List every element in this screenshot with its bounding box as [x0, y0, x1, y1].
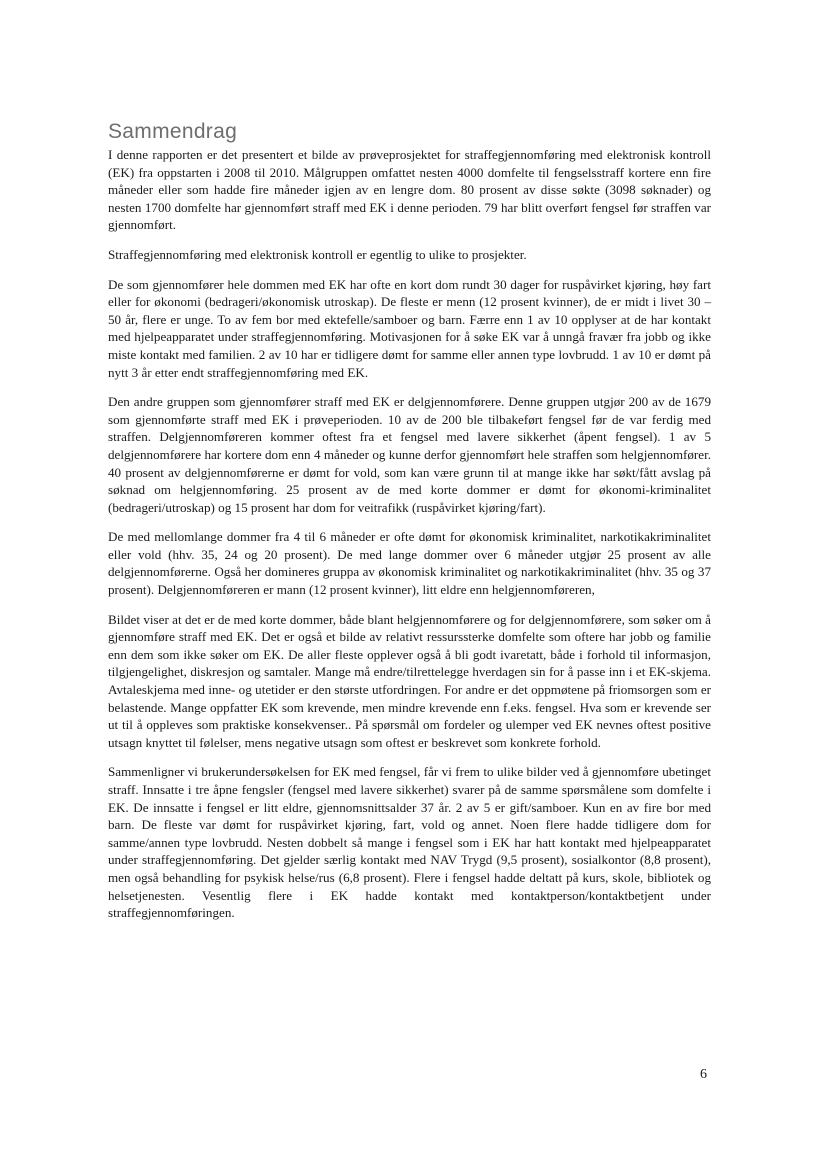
- paragraph-1: I denne rapporten er det presentert et bilde av prøveprosjektet for straffegjennomføring med elektronisk kontroll (EK) fra oppstarten i 2008 til 2010. Målgruppen omfattet nesten 4000 domfelte til fengselsstraff kortere enn fire måneder eller som hadde fire måneder igjen av en lengre dom. 80 prosent av disse søkte (3098 søknader) og nesten 1700 domfelte har gjennomført straff med EK i denne perioden. 79 har blitt overført fengsel før straffen var gjennomført.: [108, 147, 711, 233]
- paragraph-5: De med mellomlange dommer fra 4 til 6 måneder er ofte dømt for økonomisk kriminalitet, narkotikakriminalitet eller vold (hhv. 35, 24 og 20 prosent). De med lange dommer over 6 måneder utgjør 25 prosent av alle delgjennomførerne. Også her domineres gruppa av økonomisk kriminalitet og narkotikakriminalitet (hhv. 35 og 37 prosent). Delgjennomføreren er mann (12 prosent kvinner), litt eldre enn helgjennomføreren,: [108, 529, 711, 598]
- paragraph-2: Straffegjennomføring med elektronisk kontroll er egentlig to ulike to prosjekter.: [108, 246, 527, 262]
- document-body: [108, 146, 711, 934]
- paragraph-6: Bildet viser at det er de med korte dommer, både blant helgjennomførere og for delgjennomførere, som søker om å gjennomføre straff med EK. Det er også et bilde av relativt ressurssterke domfelte som oftere har jobb og familie enn dem som ikke søker om EK. De aller fleste opplever også å bli godt ivaretatt, både i forhold til informasjon, tilgjengelighet, diskresjon og samtaler. Mange må endre/tilrettelegge hverdagen sin for å passe inn i et EK-skjema. Avtaleskjema med inne- og utetider er den største utfordringen. For andre er det oppmøtene på friomsorgen som er belastende. Mange oppfatter EK som krevende, men mindre krevende enn f.eks. fengsel. Hva som er krevende ser ut til å oppleves som praktiske konsekvenser.. På spørsmål om fordeler og ulemper ved EK nevnes oftest positive utsagn knyttet til følelser, mens negative utsagn som oftest er beskrevet som konkrete forhold.: [108, 611, 711, 750]
- page-number: 6: [700, 1067, 707, 1082]
- paragraph-4: Den andre gruppen som gjennomfører straff med EK er delgjennomførere. Denne gruppen utgjør 200 av de 1679 som gjennomførte straff med EK i prøveperioden. 10 av de 200 ble tilbakeført fengsel før de var ferdig med straffen. Delgjennomføreren kommer oftest fra et fengsel med lavere sikkerhet (åpent fengsel). 1 av 5 delgjennomførere har kortere dom enn 4 måneder og kunne derfor gjennomført hele straffen som helgjennomfører. 40 prosent av delgjennomførerne er dømt for vold, som kan være grunn til at mange ikke har søkt/fått avslag på søknad om helgjennomføring. 25 prosent av de med korte dommer er dømt for økonomi-kriminalitet (bedrageri/utroskap) og 15 prosent har dom for veitrafikk (ruspåvirket kjøring/fart).: [108, 394, 711, 515]
- paragraph-3: De som gjennomfører hele dommen med EK har ofte en kort dom rundt 30 dager for ruspåvirket kjøring, høy fart eller for økonomi (bedrageri/økonomisk utroskap). De fleste er menn (12 prosent kvinner), de er midt i livet 30 – 50 år, flere er unge. To av fem bor med ektefelle/samboer og barn. Færre enn 1 av 10 opplyser at de har kontakt med hjelpeapparatet under straffegjennomføring. Motivasjonen for å søke EK var å unngå fravær fra jobb og ikke miste kontakt med familien. 2 av 10 har er tidligere dømt for samme eller annen type lovbrudd. 1 av 10 er dømt på nytt 3 år etter endt straffegjennomføring med EK.: [108, 276, 711, 380]
- section-heading: Sammendrag: [108, 120, 238, 143]
- paragraph-7: Sammenligner vi brukerundersøkelsen for EK med fengsel, får vi frem to ulike bilder ved å gjennomføre ubetinget straff. Innsatte i tre åpne fengsler (fengsel med lavere sikkerhet) svarer på de samme spørsmålene som domfelte i EK. De innsatte i fengsel er litt eldre, gjennomsnittsalder 37 år. 2 av 5 er gift/samboer. Kun en av fire bor med barn. De fleste var dømt for ruspåvirket kjøring, fart, vold og annet. Noen flere hadde tidligere dom for samme/annen type lovbrudd. Nesten dobbelt så mange i fengsel som i EK har hatt kontakt med hjelpeapparatet under straffegjennomføring. Det gjelder særlig kontakt med NAV Trygd (9,5 prosent), sosialkontor (8,8 prosent), men også behandling for psykisk helse/rus (6,8 prosent). Flere i fengsel hadde deltatt på kurs, skole, bibliotek og helsetjenesten. Vesentlig flere i EK hadde kontakt med kontaktperson/kontaktbetjent under straffegjennomføringen.: [108, 764, 711, 921]
